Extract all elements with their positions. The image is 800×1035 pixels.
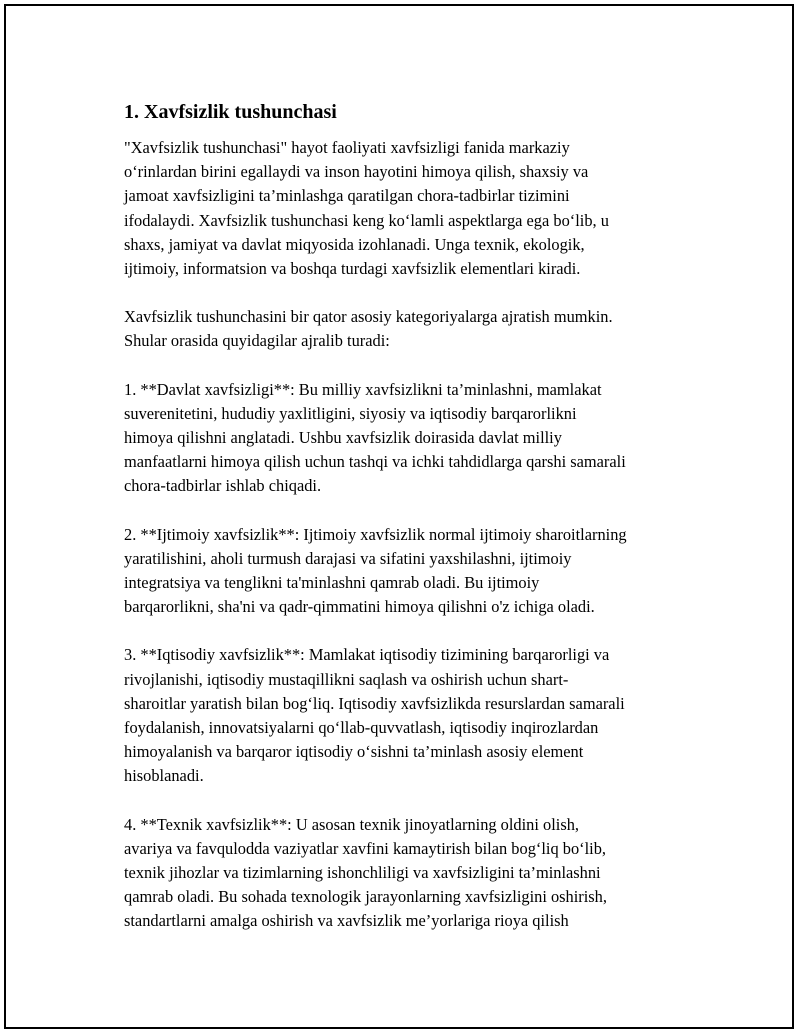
text-line: 4. **Texnik xavfsizlik**: U asosan texnik jinoyatlarning oldini olish, (124, 814, 579, 834)
text-line: 2. **Ijtimoiy xavfsizlik**: Ijtimoiy xavfsizlik normal ijtimoiy sharoitlarning (124, 524, 627, 544)
text-line: avariya va favqulodda vaziyatlar xavfini kamaytirish bilan bog‘liq bo‘lib, (124, 838, 607, 858)
paragraph-technical-security (124, 813, 694, 934)
text-line: Shular orasida quyidagilar ajralib turadi: (124, 331, 390, 351)
text-line: 3. **Iqtisodiy xavfsizlik**: Mamlakat iqtisodiy tizimining barqarorligi va (124, 645, 610, 665)
text-line: texnik jihozlar va tizimlarning ishonchliligi va xavfsizligini ta’minlashni (124, 863, 601, 883)
text-line: jamoat xavfsizligini ta’minlashga qaratilgan chora-tadbirlar tizimini (124, 186, 570, 206)
text-line: sharoitlar yaratish bilan bog‘liq. Iqtisodiy xavfsizlikda resurslardan samarali (124, 693, 625, 713)
paragraph-state-security (124, 378, 694, 499)
paragraph-categories (124, 305, 694, 353)
page-frame (4, 4, 794, 1029)
text-line: hisoblanadi. (124, 766, 204, 786)
text-line: foydalanish, innovatsiyalarni qo‘llab-quvvatlash, iqtisodiy inqirozlardan (124, 718, 599, 738)
document-content (124, 99, 694, 958)
text-line: yaratilishini, aholi turmush darajasi va sifatini yaxshilashni, ijtimoiy (124, 548, 572, 568)
text-line: "Xavfsizlik tushunchasi" hayot faoliyati xavfsizligi fanida markaziy (124, 138, 570, 157)
text-line: ifodalaydi. Xavfsizlik tushunchasi keng ko‘lamli aspektlarga ega bo‘lib, u (124, 210, 609, 230)
text-line: o‘rinlardan birini egallaydi va inson hayotini himoya qilish, shaxsiy va (124, 162, 589, 182)
text-line: standartlarni amalga oshirish va xavfsizlik me’yorlariga rioya qilish (124, 911, 569, 931)
text-line: Xavfsizlik tushunchasini bir qator asosiy kategoriyalarga ajratish mumkin. (124, 307, 613, 327)
text-line: qamrab oladi. Bu sohada texnologik jarayonlarning xavfsizligini oshirish, (124, 887, 607, 907)
text-line: shaxs, jamiyat va davlat miqyosida izohlanadi. Unga texnik, ekologik, (124, 234, 585, 254)
text-line: himoya qilishni anglatadi. Ushbu xavfsizlik doirasida davlat milliy (124, 428, 562, 448)
text-line: himoyalanish va barqaror iqtisodiy o‘sishni ta’minlash asosiy element (124, 742, 584, 762)
paragraph-economic-security (124, 643, 694, 788)
text-line: integratsiya va tenglikni ta'minlashni qamrab oladi. Bu ijtimoiy (124, 573, 540, 593)
text-line: manfaatlarni himoya qilish uchun tashqi va ichki tahdidlarga qarshi samarali (124, 452, 626, 472)
paragraph-intro (124, 136, 694, 281)
text-line: ijtimoiy, informatsion va boshqa turdagi xavfsizlik elementlari kiradi. (124, 259, 581, 279)
paragraph-social-security (124, 523, 694, 620)
text-line: suverenitetini, hududiy yaxlitligini, siyosiy va iqtisodiy barqarorlikni (124, 403, 577, 423)
text-line: 1. **Davlat xavfsizligi**: Bu milliy xavfsizlikni ta’minlashni, mamlakat (124, 379, 602, 399)
text-line: barqarorlikni, sha'ni va qadr-qimmatini himoya qilishni o'z ichiga oladi. (124, 597, 595, 617)
text-line: rivojlanishi, iqtisodiy mustaqillikni saqlash va oshirish uchun shart- (124, 669, 569, 689)
page-title: 1. Xavfsizlik tushunchasi (124, 101, 337, 123)
text-line: chora-tadbirlar ishlab chiqadi. (124, 476, 322, 496)
